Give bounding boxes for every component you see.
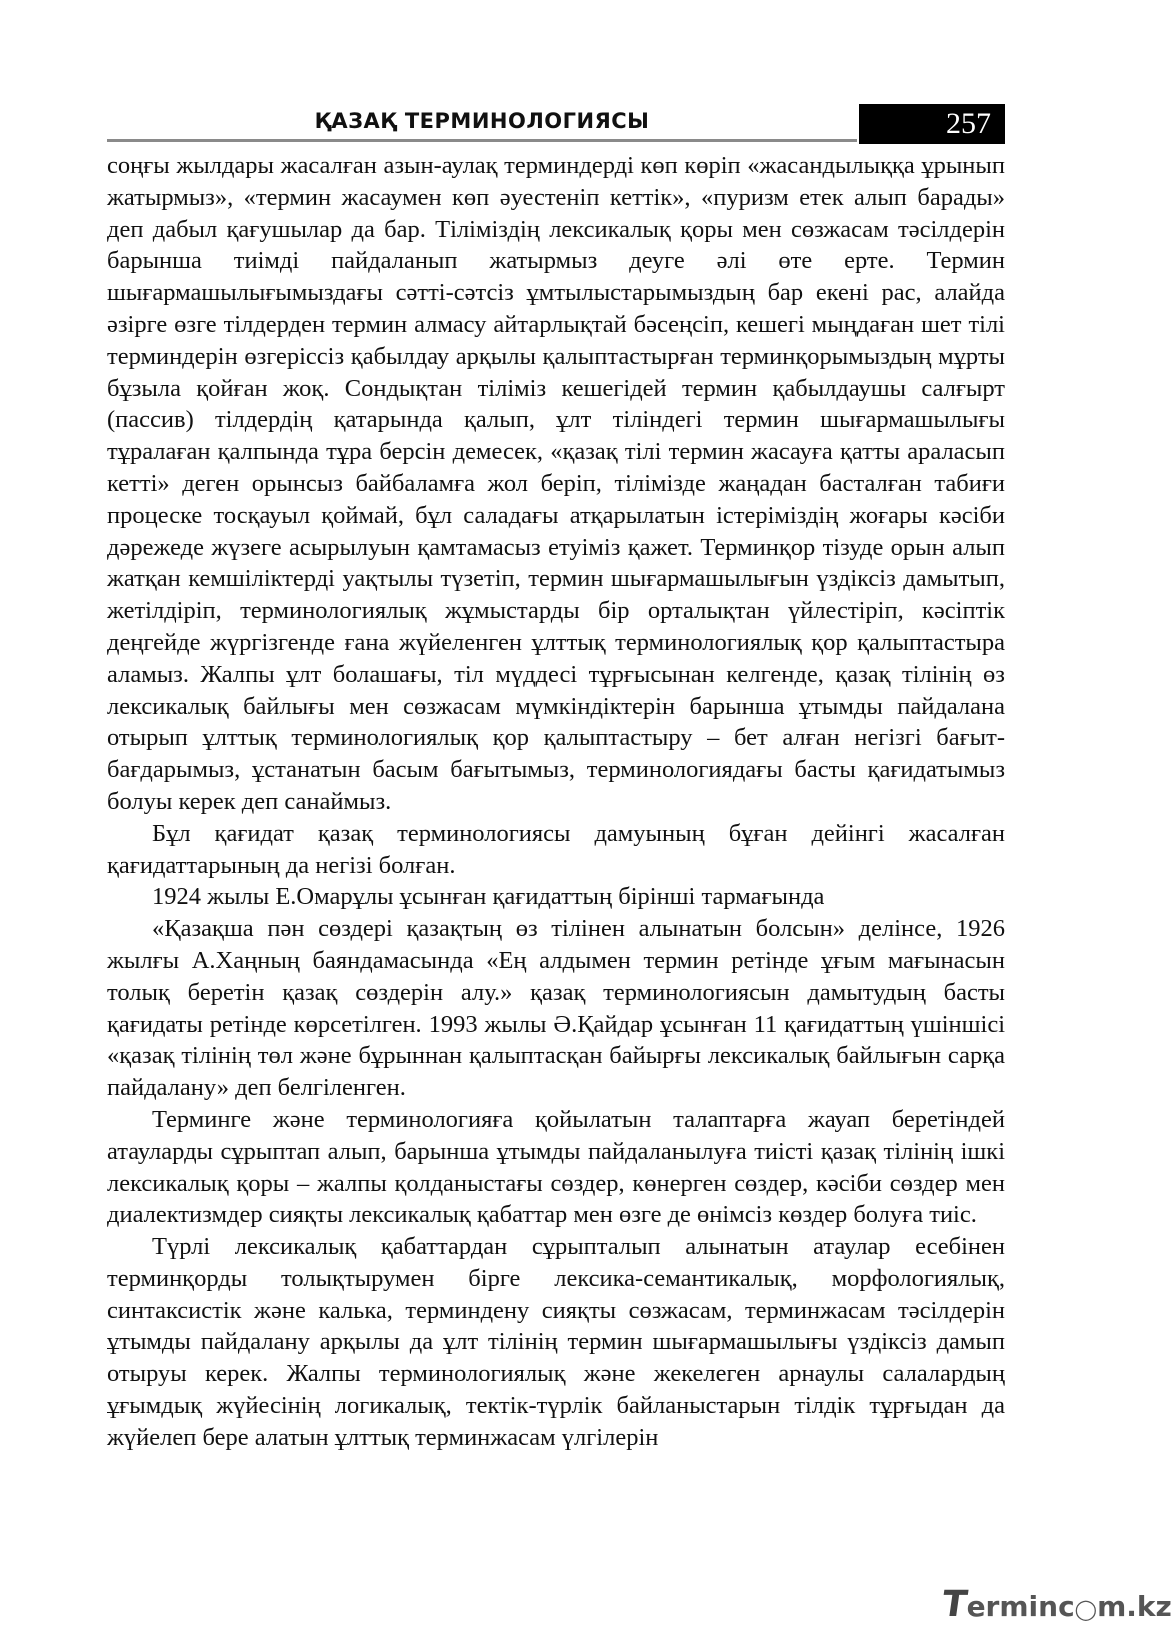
paragraph-4: «Қазақша пән сөздері қазақтың өз тілінен алынатын болсын» делінсе, 1926 жылғы А.Хаңның баяндамасында «Ең алдымен термин ретінде ұғым мағынасын толық беретін қазақ сөздерін алу.» қазақ терминологиясын дамытудың басты қағидаты ретінде көрсетілген. 1993 жылы Ә.Қайдар ұсынған 11 қағидаттың үшіншісі «қазақ тілінің төл және бұрыннан қалыптасқан байырғы лексикалық байлығын сарқа пайдалану» деп белгіленген. [107, 915, 1005, 1102]
paragraph-5: Терминге және терминологияға қойылатын талаптарға жауап беретіндей атауларды сұрыптап алып, барынша ұтымды пайдаланылуға тиісті қазақ тілінің ішкі лексикалық қоры – жалпы қолданыстағы сөздер, көнерген сөздер, кәсіби сөздер мен диалектизмдер сияқты лексикалық қабаттар мен өзге де өнімсіз көздер болуға тиіс. [107, 1105, 1005, 1229]
watermark-letter-t: T [939, 1584, 970, 1625]
page-header [107, 104, 1005, 146]
paragraph-2: Бұл қағидат қазақ терминологиясы дамуының бұған дейінгі жасалған қағидаттарының да негізі болған. [107, 819, 1005, 879]
page-number: 257 [859, 104, 1005, 144]
paragraph-6: Түрлі лексикалық қабаттардан сұрыпталып алынатын атаулар есебінен терминқорды толықтырумен бірге лексика-семантикалық, морфологиялық, синтаксистік және калька, терминдену сияқты сөзжасам, терминжасам тәсілдерін ұтымды пайдалану арқылы да ұлт тілінің термин шығармашылығы үздіксіз дамып отыруы керек. Жалпы терминологиялық және жекелеген арнаулы салалардың ұғымдық жүйесінің логикалық, тектік-түрлік байланыстарын тілдік тұрғыдан да жүйелеп бере алатын ұлттық терминжасам үлгілерін [107, 1233, 1005, 1451]
paragraph-1: соңғы жылдары жасалған азын-аулақ терминдерді көп көріп «жасандылыққа ұрынып жатырмыз», «термин жасаумен көп әуестеніп кеттік», «пуризм етек алып барады» деп дабыл қағушылар да бар. Тіліміздің лексикалық қоры мен сөзжасам тәсілдерін барынша тиімді пайдаланып жатырмыз деуге әлі өте ерте. Термин шығармашылығымыздағы сәтті-сәтсіз ұмтылыстарымыздың бар екені рас, алайда әзірге өзге тілдерден термин алмасу айтарлықтай бәсеңсіп, кешегі мыңдаған шет тілі терминдерін өзгеріссіз қабылдау арқылы қалыптастырған терминқорымыздың мұрты бұзыла қойған жоқ. Сондықтан тіліміз кешегідей термин қабылдаушы салғырт (пассив) тілдердің қатарында қалып, ұлт тіліндегі термин шығармашылығы тұралаған қалпында тұра берсін демесек, «қазақ тілі термин жасауға қатты араласып кетті» деген орынсыз байбаламға жол беріп, тілімізде жаңадан басталған табиғи процеске тосқауыл қоймай, бұл саладағы атқарылатын істеріміздің жоғары кәсіби дәрежеде жүзеге асырылуын қамтамасыз етуіміз қажет. Терминқор тізуде орын алып жатқан кемшіліктерді уақтылы түзетіп, термин шығармашылығын үздіксіз дамытып, жетілдіріп, терминологиялық жұмыстарды бір орталықтан үйлестіріп, кәсіптік деңгейде жүргізгенде ғана жүйеленген ұлттық терминологиялық қор қалыптастыра аламыз. Жалпы ұлт болашағы, тіл мүддесі тұрғысынан келгенде, қазақ тілінің өз лексикалық байлығы мен сөзжасам мүмкіндіктерін барынша ұтымды пайдалана отырып ұлттық терминологиялық қор қалыптастыру – бет алған негізгі бағыт-бағдарымыз, ұстанатын басым бағытымыз, терминологиядағы басты қағидатымыз болуы керек деп санаймыз. [107, 152, 1005, 815]
watermark-tail: m.kz [1097, 1590, 1172, 1623]
magnifier-icon: ◯ [1074, 1597, 1098, 1621]
running-title: ҚАЗАҚ ТЕРМИНОЛОГИЯСЫ [314, 109, 650, 133]
watermark-text: erminc [966, 1590, 1075, 1623]
header-rule [107, 139, 857, 142]
paragraph-3: 1924 жылы Е.Омарұлы ұсынған қағидаттың бірінші тармағында [152, 883, 825, 911]
site-watermark [939, 1583, 1172, 1627]
body-text [107, 150, 1005, 1454]
